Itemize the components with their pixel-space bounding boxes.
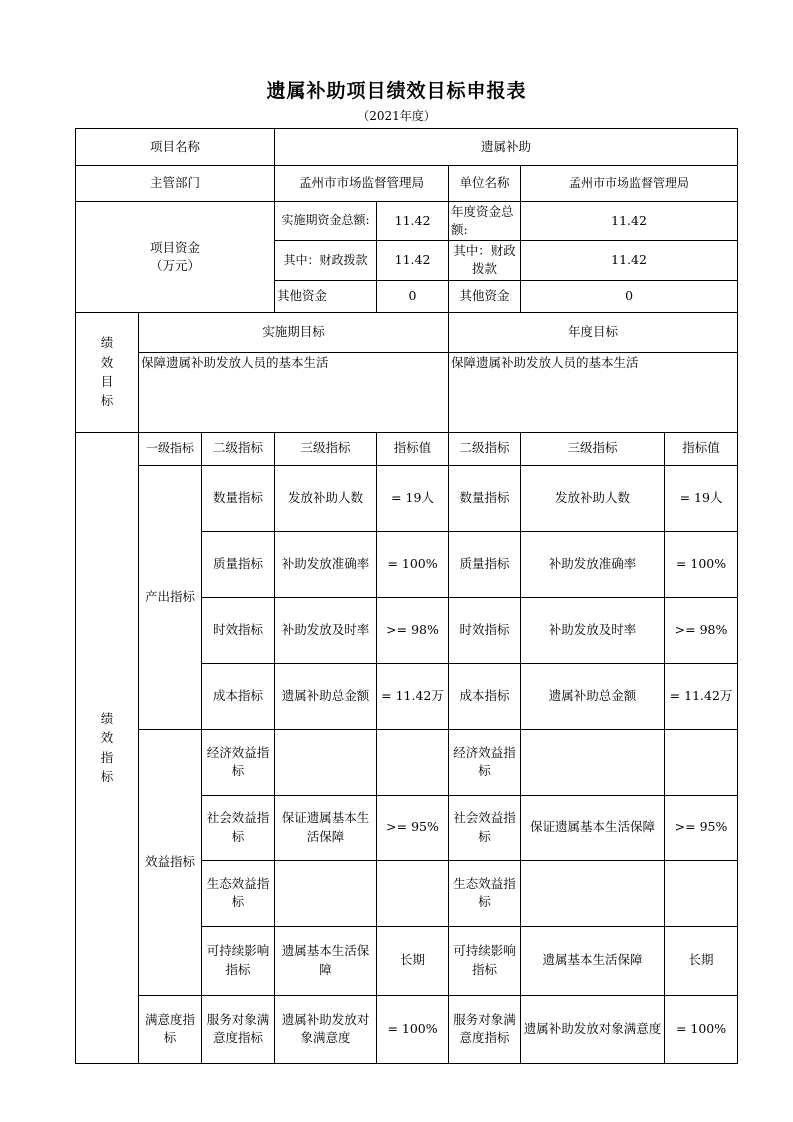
level2-indicator: 成本指标 <box>202 663 275 729</box>
indicator-value: = 11.42万 <box>377 663 449 729</box>
department-row <box>76 166 738 202</box>
level3-indicator-annual: 遗属基本生活保障 <box>521 926 665 995</box>
level2-indicator-annual: 质量指标 <box>449 531 521 597</box>
annual-fiscal-value: 11.42 <box>521 241 738 280</box>
goals-section-label <box>76 312 139 432</box>
period-goal-header: 实施期目标 <box>139 312 449 352</box>
annual-goal-header: 年度目标 <box>449 312 738 352</box>
level1-indicator: 满意度指标 <box>139 995 202 1063</box>
level3-indicator-annual: 发放补助人数 <box>521 465 665 531</box>
page-subtitle: （2021年度） <box>357 109 436 123</box>
indicator-value-annual: = 100% <box>665 531 738 597</box>
header-level3-annual: 三级指标 <box>521 432 665 465</box>
indicator-value: = 100% <box>377 995 449 1063</box>
annual-goal-text: 保障遗属补助发放人员的基本生活 <box>449 352 738 432</box>
level1-indicator: 产出指标 <box>139 465 202 729</box>
period-fiscal-label: 其中：财政拨款 <box>275 241 377 280</box>
header-level1: 一级指标 <box>139 432 202 465</box>
indicator-value-annual <box>665 860 738 926</box>
level2-indicator: 时效指标 <box>202 597 275 663</box>
level2-indicator-annual: 数量指标 <box>449 465 521 531</box>
indicators-section-text: 绩效指标 <box>100 710 114 784</box>
level2-indicator: 质量指标 <box>202 531 275 597</box>
level2-indicator-annual: 服务对象满意度指标 <box>449 995 521 1063</box>
indicator-value-annual: = 100% <box>665 995 738 1063</box>
unit-label: 单位名称 <box>449 166 521 202</box>
indicator-value: = 100% <box>377 531 449 597</box>
funds-label-line1: 项目资金 <box>150 239 201 255</box>
indicator-value: >= 98% <box>377 597 449 663</box>
level2-indicator: 数量指标 <box>202 465 275 531</box>
level2-indicator-annual: 社会效益指标 <box>449 795 521 860</box>
page-title: 遗属补助项目绩效目标申报表 <box>266 80 527 102</box>
indicator-value <box>377 860 449 926</box>
level3-indicator-annual <box>521 729 665 795</box>
annual-total-value: 11.42 <box>521 202 738 241</box>
period-other-label: 其他资金 <box>275 280 377 312</box>
level3-indicator: 遗属补助发放对象满意度 <box>275 995 377 1063</box>
goals-section-text: 绩效目标 <box>100 335 114 409</box>
level3-indicator-annual: 遗属补助发放对象满意度 <box>521 995 665 1063</box>
funds-total-row <box>76 202 738 241</box>
indicator-value-annual <box>665 729 738 795</box>
indicator-value: = 19人 <box>377 465 449 531</box>
indicator-value-annual: >= 98% <box>665 597 738 663</box>
indicator-value-annual: >= 95% <box>665 795 738 860</box>
level3-indicator-annual: 保证遗属基本生活保障 <box>521 795 665 860</box>
indicator-row <box>76 995 738 1063</box>
annual-other-label: 其他资金 <box>449 280 521 312</box>
indicator-value-annual: = 19人 <box>665 465 738 531</box>
level3-indicator: 遗属基本生活保障 <box>275 926 377 995</box>
header-level2-annual: 二级指标 <box>449 432 521 465</box>
indicator-value: 长期 <box>377 926 449 995</box>
indicator-row <box>76 465 738 531</box>
funds-label <box>76 202 275 313</box>
period-total-value: 11.42 <box>377 202 449 241</box>
header-level3: 三级指标 <box>275 432 377 465</box>
project-name-label: 项目名称 <box>76 129 275 166</box>
annual-fiscal-label: 其中：财政拨款 <box>449 241 521 280</box>
indicator-value: >= 95% <box>377 795 449 860</box>
funds-label-line2: （万元） <box>150 257 201 273</box>
annual-other-value: 0 <box>521 280 738 312</box>
period-fiscal-value: 11.42 <box>377 241 449 280</box>
level3-indicator <box>275 729 377 795</box>
level2-indicator-annual: 时效指标 <box>449 597 521 663</box>
indicator-value-annual: 长期 <box>665 926 738 995</box>
level3-indicator: 保证遗属基本生活保障 <box>275 795 377 860</box>
level3-indicator: 遗属补助总金额 <box>275 663 377 729</box>
indicator-row <box>76 729 738 795</box>
level2-indicator-annual: 可持续影响指标 <box>449 926 521 995</box>
level2-indicator: 服务对象满意度指标 <box>202 995 275 1063</box>
unit-value: 孟州市市场监督管理局 <box>521 166 738 202</box>
indicator-value <box>377 729 449 795</box>
project-name-row <box>76 129 738 166</box>
level2-indicator: 生态效益指标 <box>202 860 275 926</box>
indicators-section-label <box>76 432 139 1063</box>
level3-indicator-annual <box>521 860 665 926</box>
level3-indicator: 补助发放准确率 <box>275 531 377 597</box>
level3-indicator-annual: 遗属补助总金额 <box>521 663 665 729</box>
goals-content-row <box>76 352 738 432</box>
level2-indicator-annual: 成本指标 <box>449 663 521 729</box>
level3-indicator: 发放补助人数 <box>275 465 377 531</box>
dept-value: 孟州市市场监督管理局 <box>275 166 449 202</box>
dept-label: 主管部门 <box>76 166 275 202</box>
level2-indicator: 可持续影响指标 <box>202 926 275 995</box>
level3-indicator-annual: 补助发放及时率 <box>521 597 665 663</box>
period-total-label: 实施期资金总额: <box>275 202 377 241</box>
project-name-value: 遗属补助 <box>275 129 738 166</box>
header-value-annual: 指标值 <box>665 432 738 465</box>
indicator-header-row <box>76 432 738 465</box>
period-goal-text: 保障遗属补助发放人员的基本生活 <box>139 352 449 432</box>
level2-indicator-annual: 经济效益指标 <box>449 729 521 795</box>
level1-indicator: 效益指标 <box>139 729 202 995</box>
goals-header-row <box>76 312 738 352</box>
header-value: 指标值 <box>377 432 449 465</box>
performance-target-table <box>75 128 738 1064</box>
annual-total-label: 年度资金总额: <box>449 202 521 241</box>
level3-indicator: 补助发放及时率 <box>275 597 377 663</box>
level3-indicator <box>275 860 377 926</box>
level3-indicator-annual: 补助发放准确率 <box>521 531 665 597</box>
header-level2: 二级指标 <box>202 432 275 465</box>
level2-indicator-annual: 生态效益指标 <box>449 860 521 926</box>
level2-indicator: 经济效益指标 <box>202 729 275 795</box>
period-other-value: 0 <box>377 280 449 312</box>
indicator-value-annual: = 11.42万 <box>665 663 738 729</box>
level2-indicator: 社会效益指标 <box>202 795 275 860</box>
